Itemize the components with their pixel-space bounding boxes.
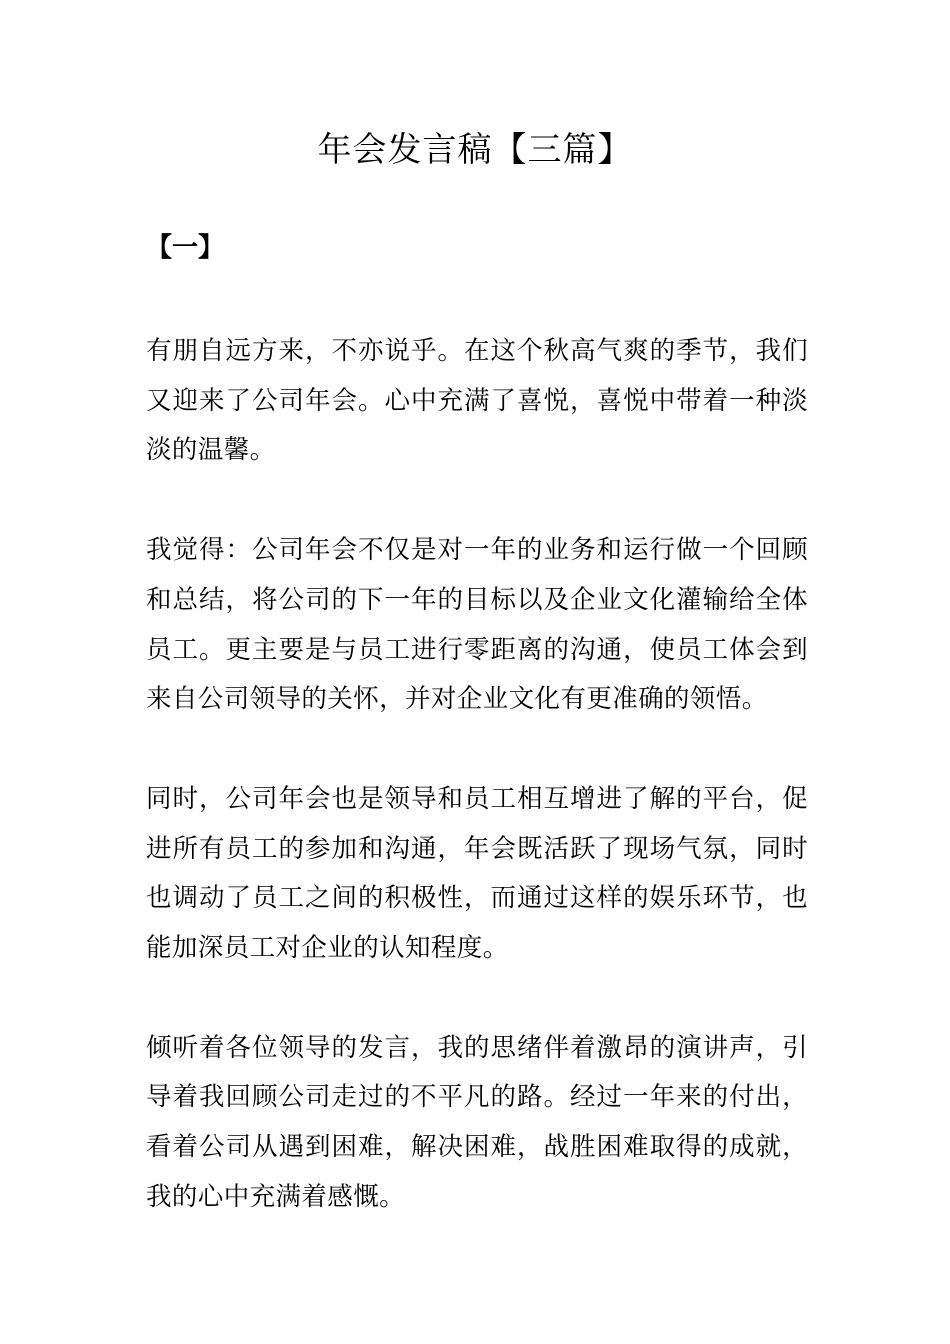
paragraph-1: 有朋自远方来，不亦说乎。在这个秋高气爽的季节，我们又迎来了公司年会。心中充满了喜悦，喜悦中带着一种淡淡的温馨。 bbox=[146, 336, 808, 466]
document-body bbox=[146, 327, 808, 1273]
paragraph-4: 倾听着各位领导的发言，我的思绪伴着激昂的演讲声，引导着我回顾公司走过的不平凡的路。经过一年来的付出，看着公司从遇到困难，解决困难，战胜困难取得的成就，我的心中充满着感慨。 bbox=[146, 1032, 808, 1212]
paragraph-3: 同时，公司年会也是领导和员工相互增进了解的平台，促进所有员工的参加和沟通，年会既活跃了现场气氛，同时也调动了员工之间的积极性，而通过这样的娱乐环节，也能加深员工对企业的认知程度。 bbox=[146, 783, 808, 964]
paragraph-2: 我觉得：公司年会不仅是对一年的业务和运行做一个回顾和总结，将公司的下一年的目标以及企业文化灌输给全体员工。更主要是与员工进行零距离的沟通，使员工体会到来自公司领导的关怀，并对企业文化有更准确的领悟。 bbox=[146, 535, 808, 715]
document-title: 年会发言稿【三篇】 bbox=[317, 130, 633, 170]
section-heading: 【一】 bbox=[146, 233, 225, 263]
